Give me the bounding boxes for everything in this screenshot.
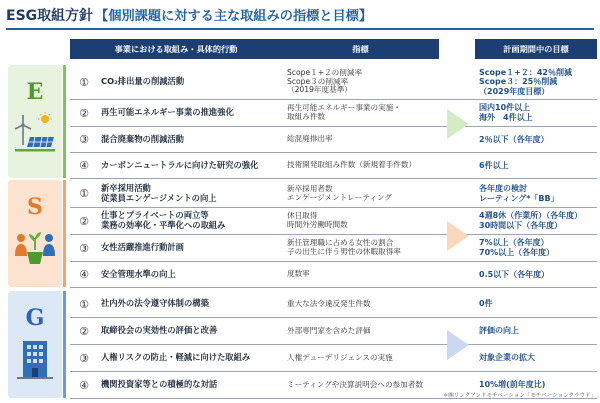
target-line: 7%以上（各年度）: [479, 238, 549, 248]
row-number: ②: [79, 214, 89, 228]
pillar-letter-s: S: [27, 194, 43, 220]
arrow-right-icon: [447, 109, 469, 139]
indicator-line: 取組み件数: [287, 112, 325, 121]
target-line: 国内10件以上: [479, 103, 531, 113]
row-indicator: [287, 345, 447, 371]
row-target: [479, 291, 597, 317]
indicator-line: 新任管理職に占める女性の割合: [287, 238, 394, 248]
title-main: ESG取組方針: [6, 8, 94, 24]
wind-solar-energy-icon: [13, 111, 57, 155]
target-line: 対象企業の拡大: [479, 353, 535, 363]
row-action: [101, 65, 311, 99]
indicator-line: 休日取得: [287, 211, 318, 221]
header-target: 計画期間中の目標: [475, 39, 597, 59]
arrow-right-icon: [447, 330, 469, 360]
target-line: 0件: [479, 299, 493, 309]
row-action: [101, 235, 311, 261]
row-indicator: [287, 65, 447, 99]
row-indicator: [287, 235, 447, 261]
indicator-line: 時間外労働時間数: [287, 220, 348, 229]
row-indicator: [287, 262, 447, 287]
table-row: [70, 291, 597, 318]
indicator-line: ミーティングや決算説明会への参加者数: [287, 379, 423, 389]
action-line: 従業員エンゲージメントの向上: [101, 192, 217, 203]
indicator-line: 新卒採用者数: [287, 183, 333, 193]
action-line: 安全管理水準の向上: [101, 268, 176, 279]
indicator-line: 総混廃排出率: [287, 134, 333, 144]
indicator-line: 度数率: [287, 269, 310, 279]
row-action: [101, 180, 311, 207]
table-row: [70, 127, 597, 153]
action-line: 人権リスクの防止・軽減に向けた取組み: [101, 352, 251, 363]
table-row: [70, 235, 597, 262]
page-title: [6, 5, 594, 27]
row-action: [101, 100, 311, 126]
target-line: 4週8休（作業所）（各年度）: [479, 211, 583, 221]
row-indicator: [287, 291, 447, 317]
indicator-line: 子の出生に伴う男性の休暇取得率: [287, 247, 401, 256]
table-row: [70, 262, 597, 288]
row-number: ③: [79, 351, 89, 365]
indicator-line: Scope３の削減率: [287, 76, 349, 86]
indicator-line: 外部専門家を含めた評価: [287, 325, 371, 335]
row-number: ④: [79, 378, 89, 392]
target-line: 10%増(前年度比): [479, 380, 546, 390]
people-plant-icon: [13, 226, 57, 270]
row-target: [479, 127, 597, 152]
row-action: [101, 208, 311, 234]
row-number: ①: [79, 297, 89, 311]
action-line: 社内外の法令遵守体制の構築: [101, 298, 209, 309]
row-indicator: [287, 208, 447, 234]
indicator-line: Scope１+２の削減率: [287, 67, 363, 77]
pillar-environment: [8, 65, 62, 178]
action-line: 業務の効率化・平準化への取組み: [101, 220, 226, 230]
target-line: （2029年度目標）: [479, 86, 550, 96]
row-action: [101, 262, 311, 287]
arrow-right-icon: [447, 221, 469, 251]
target-line: 2％以下（各年度）: [479, 134, 549, 144]
row-number: ②: [79, 324, 89, 338]
row-action: [101, 127, 311, 152]
pillar-letter-g: G: [25, 305, 45, 331]
action-line: 混合廃棄物の削減活動: [101, 133, 184, 144]
row-target: [479, 153, 597, 178]
title-underline: [6, 28, 594, 30]
target-line: 70%以上（各年度）: [479, 248, 555, 257]
row-target: [479, 208, 597, 234]
row-indicator: [287, 180, 447, 207]
target-line: 評価の向上: [479, 326, 519, 336]
action-line: 取締役会の実効性の評価と改善: [101, 325, 218, 336]
footnote: ＊㈱リンクアンドモチベーション「モチベーションクラウド」: [442, 393, 596, 399]
action-line: 女性活躍推進行動計画: [101, 242, 184, 253]
indicator-line: （2019年度基準）: [287, 85, 352, 95]
office-building-icon: [13, 337, 57, 381]
title-sub: 【個別課題に対する主な取組みの指標と目標】: [95, 9, 373, 24]
pillar-social: [8, 180, 62, 287]
row-number: ①: [79, 187, 89, 200]
row-action: [101, 372, 311, 398]
row-indicator: [287, 127, 447, 152]
header-indicator: 指標: [282, 39, 439, 59]
row-number: ③: [79, 241, 89, 255]
action-line: 機関投資家等との積極的な対話: [101, 379, 218, 390]
row-target: [479, 65, 597, 99]
row-target: [479, 318, 597, 344]
table-row: [70, 180, 597, 208]
header-action: 事業における取組み・具体的行動: [70, 39, 282, 59]
row-number: ③: [79, 133, 89, 146]
action-line: 再生可能エネルギー事業の推進強化: [101, 107, 234, 118]
row-indicator: [287, 318, 447, 344]
row-number: ④: [79, 159, 89, 172]
section-bar-g: [63, 291, 66, 398]
indicator-line: エンゲージメントレーティング: [287, 192, 393, 202]
indicator-line: 再生可能エネルギー事業の実施・: [287, 103, 401, 113]
row-number: ④: [79, 268, 89, 281]
row-action: [101, 318, 311, 344]
row-action: [101, 153, 311, 178]
row-indicator: [287, 100, 447, 126]
section-bar-s: [63, 180, 66, 287]
row-target: [479, 180, 597, 207]
target-line: 海外 4件以上: [479, 113, 533, 122]
pillar-governance: [8, 291, 62, 398]
table-row: [70, 153, 597, 179]
action-line: カーボンニュートラルに向けた研究の強化: [101, 159, 259, 170]
target-line: 6件以上: [479, 160, 509, 170]
row-number: ②: [79, 106, 89, 120]
target-line: 各年度の検討: [479, 183, 527, 193]
section-bar-e: [63, 65, 66, 178]
target-line: 0.5以下（各年度）: [479, 269, 550, 279]
action-line: 仕事とプライベートの両立等: [101, 210, 209, 221]
action-line: 新卒採用活動: [101, 182, 151, 193]
row-action: [101, 291, 311, 317]
row-action: [101, 345, 311, 371]
row-indicator: [287, 153, 447, 178]
pillar-letter-e: E: [26, 79, 44, 105]
indicator-line: 人権デューデリジェンスの実施: [287, 352, 393, 362]
target-line: Scope１+２：42％削減: [479, 67, 572, 77]
target-line: 30時間以下（各年度）: [479, 221, 563, 230]
indicator-line: 重大な法令違反発生件数: [287, 298, 371, 308]
row-number: ①: [79, 75, 89, 89]
row-indicator: [287, 372, 447, 398]
target-line: Scope３：25％削減: [479, 77, 558, 87]
indicator-line: 技術開発取組み件数（新規着手件数）: [287, 160, 417, 170]
table-row: [70, 345, 597, 372]
action-line: CO₂排出量の削減活動: [101, 76, 185, 87]
row-target: [479, 345, 597, 371]
table-row: [70, 208, 597, 235]
row-target: [479, 100, 597, 126]
table-row: [70, 100, 597, 127]
target-line: レーティング*「BB」: [479, 193, 559, 203]
table-row: [70, 65, 597, 100]
row-target: [479, 235, 597, 261]
row-target: [479, 262, 597, 287]
table-row: [70, 318, 597, 345]
